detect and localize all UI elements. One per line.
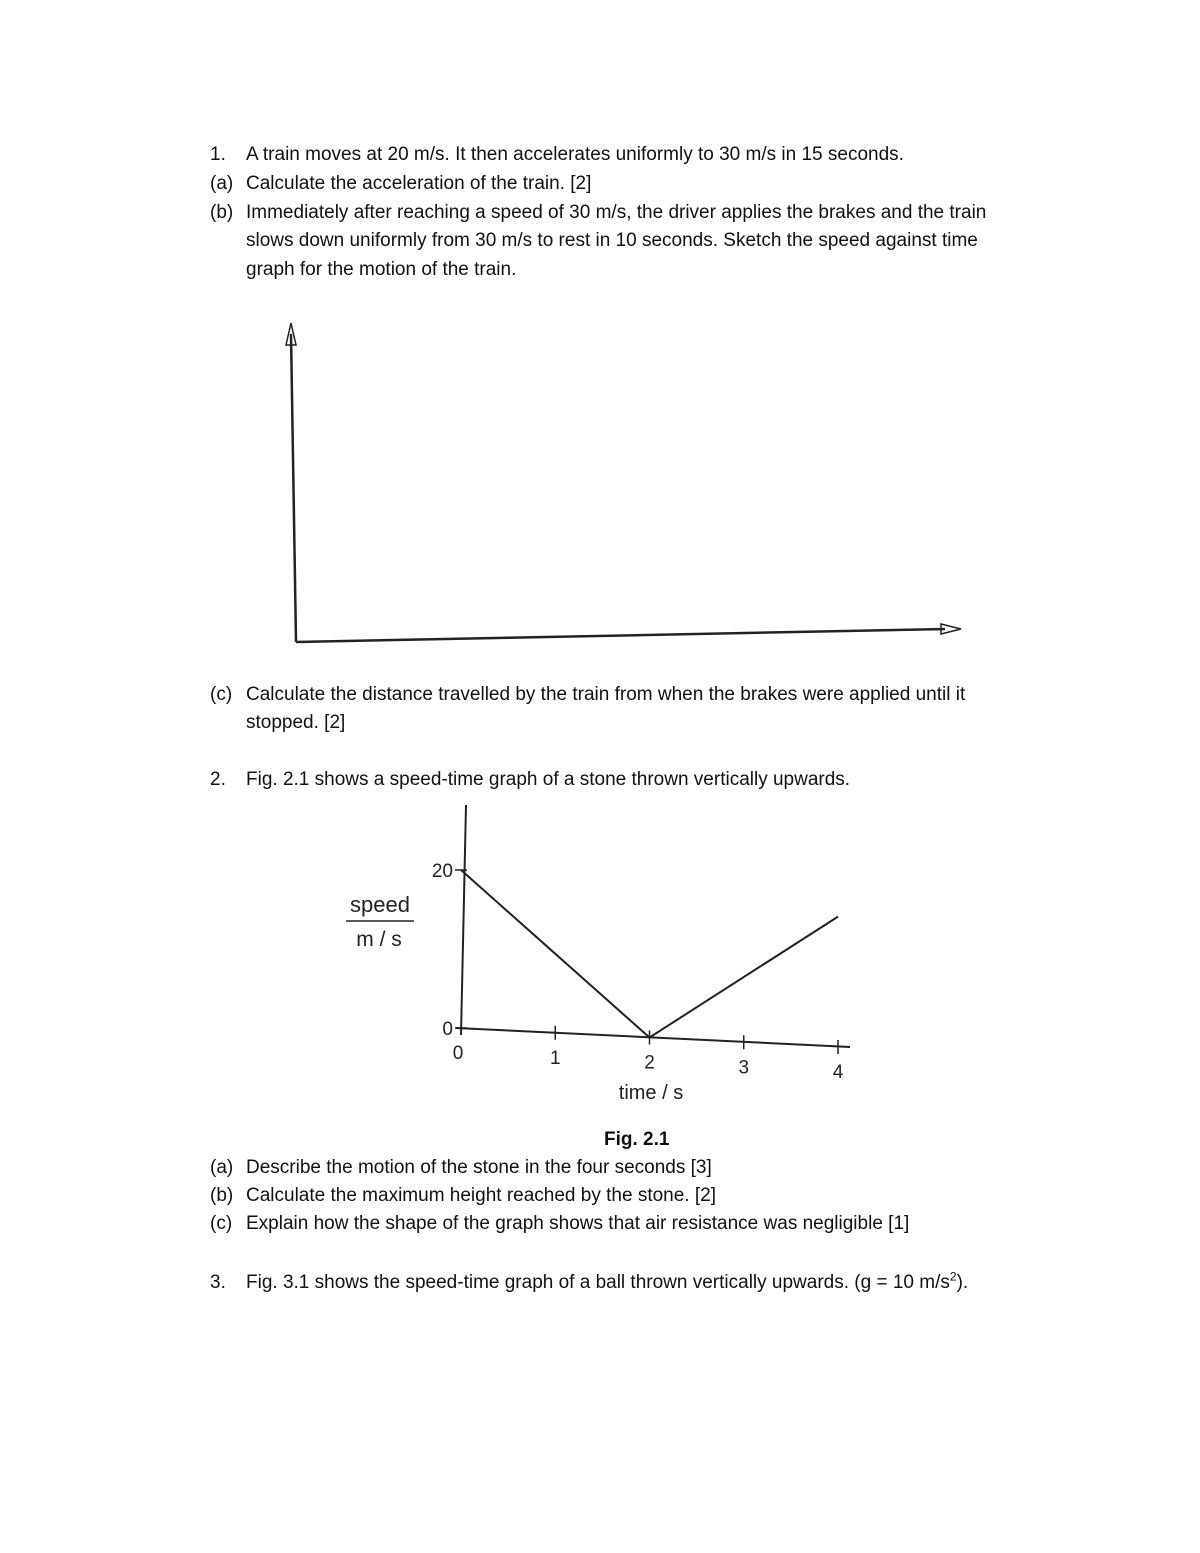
q3-superscript: 2 [949, 1269, 957, 1284]
q1-number: 1. [210, 144, 226, 165]
q1b-line-2: slows down uniformly from 30 m/s to rest in 10 seconds. Sketch the speed against time [246, 230, 978, 251]
y-tick-label: 0 [442, 1019, 453, 1040]
x-axis-label: time / s [618, 1082, 684, 1104]
q1b-line-3: graph for the motion of the train. [246, 259, 517, 280]
q3-number: 3. [210, 1272, 226, 1293]
q2-number: 2. [210, 769, 226, 790]
y-tick-label: 20 [431, 861, 453, 882]
q1c-line-2: stopped. [2] [246, 712, 346, 733]
x-tick-label: 4 [832, 1062, 844, 1083]
x-tick-label: 1 [549, 1047, 561, 1069]
q1a-text: Calculate the acceleration of the train. [2] [246, 173, 592, 194]
q1c-line-1: Calculate the distance travelled by the train from when the brakes were applied until it [246, 684, 966, 705]
q1b-line-1: Immediately after reaching a speed of 30 m/s, the driver applies the brakes and the train [246, 202, 987, 223]
x-tick-label: 0 [452, 1043, 464, 1064]
chart-y-axis [461, 805, 466, 1035]
q3-text-main: Fig. 3.1 shows the speed-time graph of a ball thrown vertically upwards. (g = 10 m/s [246, 1272, 950, 1293]
q3-text [246, 1270, 968, 1296]
q2a-label: (a) [210, 1157, 234, 1178]
x-tick-label: 3 [738, 1057, 750, 1079]
q2a-text: Describe the motion of the stone in the four seconds [3] [246, 1157, 712, 1178]
series-speed-line [461, 870, 838, 1038]
q2c-text: Explain how the shape of the graph shows that air resistance was negligible [1] [246, 1213, 910, 1234]
q3-text-end: ). [956, 1272, 969, 1293]
q1c-label: (c) [210, 684, 233, 705]
chart-x-axis [456, 1028, 850, 1047]
q1-text: A train moves at 20 m/s. It then accelerates uniformly to 30 m/s in 15 seconds. [246, 144, 904, 165]
x-tick-label: 2 [644, 1052, 655, 1074]
fig-2-1-caption: Fig. 2.1 [604, 1129, 670, 1150]
y-label-units: m / s [356, 928, 402, 951]
y-label-speed: speed [350, 892, 410, 917]
q2-text: Fig. 2.1 shows a speed-time graph of a stone thrown vertically upwards. [246, 769, 851, 790]
q1a-label: (a) [210, 173, 234, 194]
q2b-label: (b) [210, 1185, 234, 1206]
q2c-label: (c) [210, 1213, 233, 1234]
q1b-label: (b) [210, 202, 234, 223]
q2b-text: Calculate the maximum height reached by the stone. [2] [246, 1185, 716, 1206]
